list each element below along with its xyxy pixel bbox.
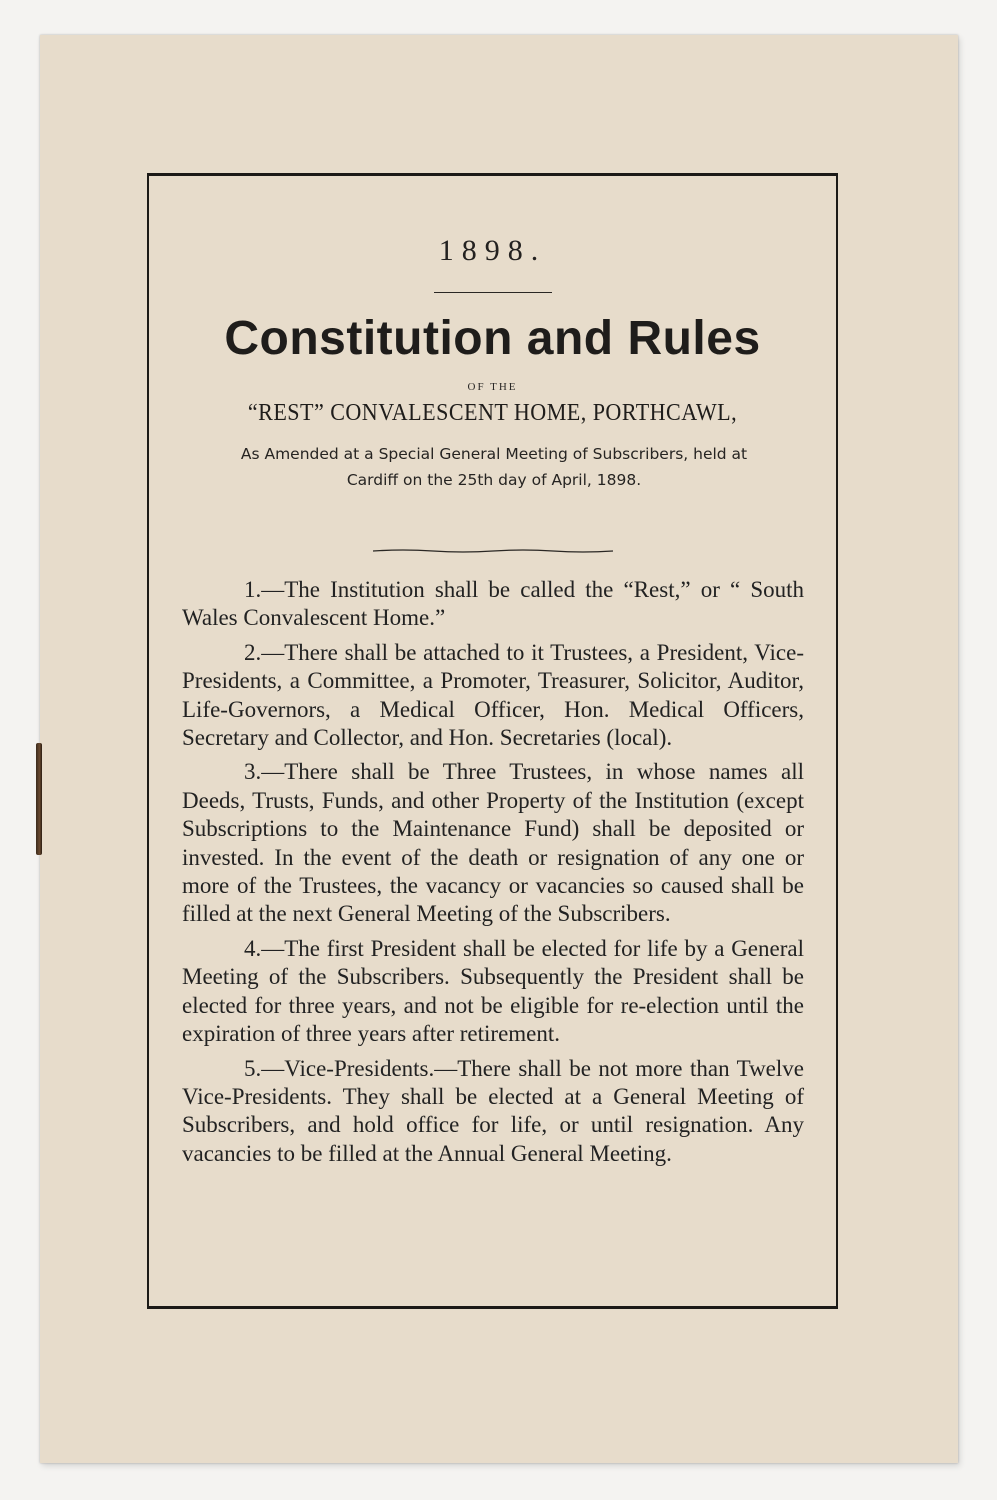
rule-2: 2.—There shall be attached to it Trustees, a President, Vice-Presidents, a Committee, a Promoter, Treasurer, Solicitor, Auditor, Life-Governors, a Medical Officer, Hon. Medical Officers, Secretary and Collector, and Hon. Secretaries (local). [182,639,804,751]
rule-1: 1.—The Institution shall be called the “Rest,” or “ South Wales Convalescent Home.” [182,577,804,631]
rule-3: 3.—There shall be Three Trustees, in whose names all Deeds, Trusts, Funds, and other Property of the Institution (except Subscriptions to the Maintenance Fund) shall be deposited or invested. In the event of the death or resignation of any one or more of the Trustees, the vacancy or vacancies so caused shall be filled at the next General Meeting of the Subscribers. [182,759,804,927]
institution-name: “REST” CONVALESCENT HOME, PORTHCAWL, [247,400,738,426]
rule-4: 4.—The first President shall be elected for life by a General Meeting of the Subscribers. Subsequently the President shall be elected for three years, and not be eligible for re-election until the expiration of three years after retirement. [182,935,804,1047]
binding-staple [36,743,42,855]
document-page [40,35,958,1463]
rules-list [182,576,804,1174]
ruled-border-frame [147,173,838,1309]
rule-5: 5.—Vice-Presidents.—There shall be not more than Twelve Vice-Presidents. They shall be elected at a General Meeting of Subscribers, and hold office for life, or until resignation. Any vacancies to be filled at the Annual General Meeting. [182,1055,804,1166]
document-year: 1898. [438,234,547,267]
amendment-line-2: Cardiff on the 25th day of April, 1898. [346,471,642,489]
ornamental-divider [373,549,613,553]
document-title: Constitution and Rules [224,312,761,365]
of-the-label: OF THE [467,381,518,393]
amendment-line-1: As Amended at a Special General Meeting of Subscribers, held at [240,445,748,463]
divider-line [434,292,552,293]
amendment-note [177,441,811,493]
